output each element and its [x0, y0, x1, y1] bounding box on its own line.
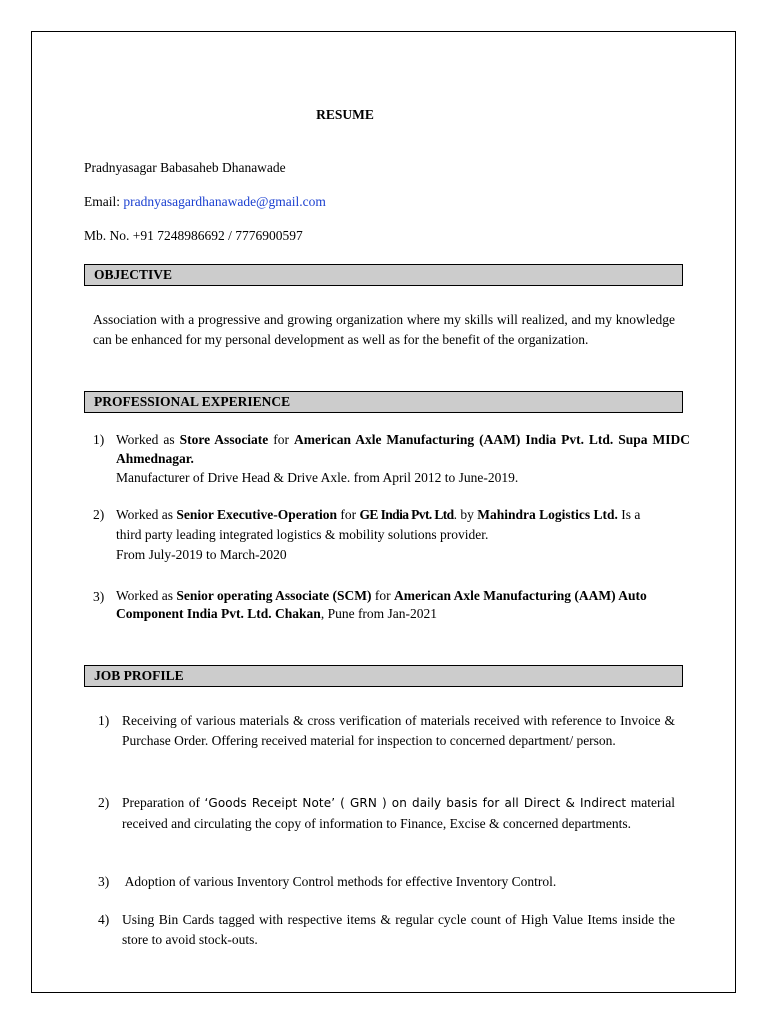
exp-text: Is a third party leading integrated logistics & mobility solutions provider. — [116, 507, 641, 542]
objective-header: OBJECTIVE — [84, 264, 683, 286]
list-number: 4) — [98, 912, 110, 927]
exp-text: Worked as — [116, 507, 177, 522]
experience-item — [93, 505, 663, 565]
email-label: Email: — [84, 194, 124, 209]
candidate-name: Pradnyasagar Babasaheb Dhanawade — [84, 160, 286, 175]
experience-header: PROFESSIONAL EXPERIENCE — [84, 391, 683, 413]
experience-item — [93, 587, 678, 623]
job-text: Receiving of various materials & cross verification of materials received with reference to Invoice & Purchase Order. Offering received material for inspection to concerned department/ person. — [122, 713, 675, 748]
resume-title: RESUME — [316, 107, 374, 122]
list-number: 2) — [93, 507, 105, 522]
job-text: Using Bin Cards tagged with respective items & regular cycle count of High Value Items inside the store to avoid stock-outs. — [122, 912, 675, 947]
exp-company: American Axle Manufacturing (AAM) India Pvt. Ltd. Supa MIDC Ahmednagar. — [116, 432, 690, 466]
email-link[interactable]: pradnyasagardhanawade@gmail.com — [123, 194, 326, 209]
exp-company: American Axle Manufacturing (AAM) Auto Component India Pvt. Ltd. Chakan — [116, 588, 647, 621]
exp-detail: Manufacturer of Drive Head & Drive Axle. from April 2012 to June-2019. — [116, 470, 519, 485]
job-profile-header: JOB PROFILE — [84, 665, 683, 687]
job-item — [98, 793, 675, 833]
list-number: 3) — [98, 874, 110, 889]
exp-text: for — [371, 588, 395, 603]
exp-client: GE India Pvt. Ltd — [359, 507, 454, 522]
list-number: 1) — [98, 713, 110, 728]
job-text: material received and circulating the copy of information to Finance, Excise & concerned departments. — [122, 795, 675, 831]
exp-text: , Pune from Jan-2021 — [320, 606, 438, 621]
job-item — [98, 711, 675, 750]
exp-text: Worked as — [116, 432, 180, 447]
exp-company: Mahindra Logistics Ltd. — [477, 507, 618, 522]
exp-role: Senior operating Associate (SCM) — [176, 588, 372, 603]
list-number: 1) — [93, 432, 105, 447]
job-text: Preparation of — [122, 795, 205, 810]
exp-role: Senior Executive-Operation — [176, 507, 338, 522]
objective-text: Association with a progressive and growing organization where my skills will realized, and my knowledge can be enhanced for my personal development as well as for the benefit of the organization. — [93, 312, 675, 347]
list-number: 3) — [93, 589, 105, 604]
exp-role: Store Associate — [179, 432, 269, 447]
experience-item — [93, 430, 690, 487]
phone-line: Mb. No. +91 7248986692 / 7776900597 — [84, 228, 303, 243]
exp-text: for — [337, 507, 360, 522]
exp-period: From July-2019 to March-2020 — [116, 547, 287, 562]
exp-text: Worked as — [116, 588, 177, 603]
job-item — [98, 910, 675, 949]
job-item — [98, 872, 675, 892]
list-number: 2) — [98, 795, 110, 810]
email-line — [84, 194, 326, 210]
exp-text: . by — [453, 507, 478, 522]
job-text: Adoption of various Inventory Control methods for effective Inventory Control. — [122, 874, 557, 889]
exp-text: for — [268, 432, 294, 447]
job-text-grn: ‘Goods Receipt Note’ ( GRN ) on daily basis for all Direct & Indirect — [204, 796, 627, 810]
